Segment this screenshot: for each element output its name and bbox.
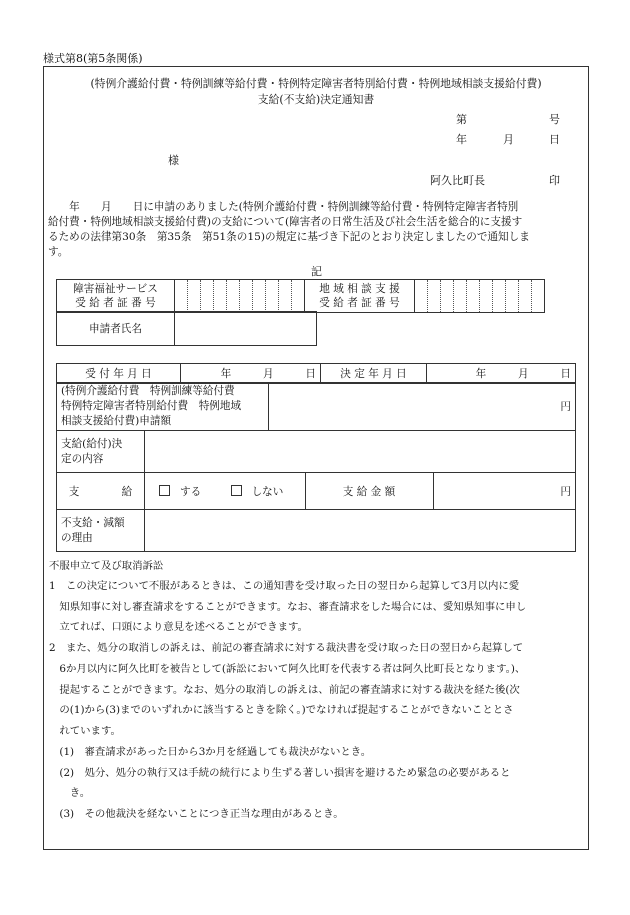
cert-digit-box[interactable] xyxy=(292,280,305,313)
applicant-table xyxy=(56,311,317,346)
cert-number-label xyxy=(57,280,175,313)
cert-digit-box[interactable] xyxy=(266,280,279,313)
consult-digit-box[interactable] xyxy=(519,280,532,313)
payment-amount-unit: 円 xyxy=(560,485,571,498)
date-year: 年 xyxy=(456,133,467,146)
ki-marker: 記 xyxy=(311,265,322,278)
cert-digit-box[interactable] xyxy=(188,280,201,313)
body-line: るための法律第30条 第35条 第51条の15)の規定に基づき下記のとおり決定しましたので通知しま xyxy=(48,231,530,243)
cert-digit-box[interactable] xyxy=(253,280,266,313)
applicant-name-field[interactable] xyxy=(175,312,317,346)
notes-line: (3) その他裁決を経ないことにつき正当な理由があるとき。 xyxy=(49,808,344,820)
payment-amount-field[interactable] xyxy=(433,473,575,509)
cert-digit-box[interactable] xyxy=(214,280,227,313)
notes-line: (2) 処分、処分の執行又は手続の続行により生ずる著しい損害を避けるため緊急の必要があると xyxy=(49,767,511,779)
notes-line: 立てれば、口頭により意見を述べることができます。 xyxy=(49,621,308,633)
cert-label-line: 受 給 者 証 番 号 xyxy=(75,297,156,309)
notes-line: き。 xyxy=(49,787,91,799)
amount-unit: 円 xyxy=(560,401,571,413)
date-month: 月 xyxy=(503,133,514,146)
issuer-name: 阿久比町長 xyxy=(430,174,485,187)
rejection-reason-field[interactable] xyxy=(145,510,576,552)
amount-label-line: 特例特定障害者特別給付費 特例地域 xyxy=(61,400,242,412)
consult-digit-box[interactable] xyxy=(480,280,493,313)
notes-line: れています。 xyxy=(49,725,121,737)
decision-content-label xyxy=(57,431,145,473)
notes-line: 1 この決定について不服があるときは、この通知書を受け取った日の翌日から起算して3月以内に愛 xyxy=(49,580,520,592)
consult-digit-box[interactable] xyxy=(506,280,519,313)
payment-amount-label: 支 給 金 額 xyxy=(305,473,433,509)
amount-label-line: 相談支援給付費)申請額 xyxy=(61,415,172,427)
received-date-field[interactable]: 年 月 日 xyxy=(181,364,321,384)
reason-label-line: の理由 xyxy=(61,531,93,544)
content-table xyxy=(56,430,576,552)
payment-row xyxy=(145,473,576,510)
consult-digit-box[interactable] xyxy=(493,280,506,313)
notes-line: 提起することができます。なお、処分の取消しの訴えは、前記の審査請求に対する裁決を経た後(次 xyxy=(49,684,520,696)
notes-heading: 不服申立て及び取消訴訟 xyxy=(49,560,164,572)
cert-digit-box[interactable] xyxy=(201,280,214,313)
decision-table xyxy=(56,363,576,384)
consult-label-line: 受 給 者 証 番 号 xyxy=(319,297,400,309)
option-yes-label: する xyxy=(180,485,202,498)
payment-options xyxy=(145,473,305,509)
requested-amount-label xyxy=(57,383,269,431)
payment-inner xyxy=(145,473,575,509)
decision-date-field[interactable]: 年 月 日 xyxy=(427,364,576,384)
body-line: す。 xyxy=(48,246,69,258)
content-label-line: 定の内容 xyxy=(61,452,104,465)
number-prefix: 第 xyxy=(456,113,467,126)
consult-digit-box[interactable] xyxy=(467,280,480,313)
option-no-checkbox[interactable] xyxy=(231,485,242,496)
consult-digit-box[interactable] xyxy=(532,280,545,313)
received-date-label: 受 付 年 月 日 xyxy=(57,364,181,384)
requested-amount-field[interactable] xyxy=(269,383,576,431)
amount-label-line: (特例介護給付費 特例訓練等給付費 xyxy=(61,385,235,397)
certificate-table xyxy=(56,279,545,313)
amount-table xyxy=(56,382,576,431)
number-suffix: 号 xyxy=(549,113,560,126)
date-day: 日 xyxy=(549,133,560,146)
consult-digit-box[interactable] xyxy=(454,280,467,313)
option-yes-checkbox[interactable] xyxy=(159,485,170,496)
document-title-line2: 支給(不支給)決定通知書 xyxy=(257,93,375,106)
decision-content-field[interactable] xyxy=(145,431,576,473)
cert-digit-box[interactable] xyxy=(175,280,188,313)
form-label: 様式第8(第5条関係) xyxy=(43,52,143,65)
applicant-name-label: 申請者氏名 xyxy=(57,312,175,346)
rejection-reason-label xyxy=(57,510,145,552)
notes-line: 2 また、処分の取消しの訴えは、前記の審査請求に対する裁決書を受け取った日の翌日から起算して xyxy=(49,642,524,654)
payment-label: 支 給 xyxy=(57,473,145,510)
seal-mark: 印 xyxy=(549,174,560,187)
notes-line: (1) 審査請求があった日から3か月を経過しても裁決がないとき。 xyxy=(49,746,372,758)
reason-label-line: 不支給・減額 xyxy=(61,516,125,529)
consult-digit-box[interactable] xyxy=(428,280,441,313)
cert-digit-box[interactable] xyxy=(279,280,292,313)
body-line: 年 月 日に申請のありました(特例介護給付費・特例訓練等給付費・特例特定障害者特別 xyxy=(48,201,519,213)
notes-line: 6か月以内に阿久比町を被告として(訴訟において阿久比町を代表する者は阿久比町長となります。)、 xyxy=(49,663,526,675)
consult-digit-box[interactable] xyxy=(441,280,454,313)
cert-digit-box[interactable] xyxy=(240,280,253,313)
option-no-label: しない xyxy=(251,485,284,498)
cert-label-line: 障害福祉サービス xyxy=(73,283,158,295)
content-label-line: 支給(給付)決 xyxy=(61,437,123,450)
document-title-line1: (特例介護給付費・特例訓練等給付費・特例特定障害者特別給付費・特例地域相談支援給付費) xyxy=(90,77,542,90)
consult-label-line: 地 域 相 談 支 援 xyxy=(319,283,400,295)
notes-line: 知県知事に対し審査請求をすることができます。なお、審査請求をした場合には、愛知県知事に申し xyxy=(49,601,527,613)
decision-date-label: 決 定 年 月 日 xyxy=(321,364,427,384)
addressee-suffix: 様 xyxy=(168,154,179,167)
notes-line: の(1)から(3)までのいずれかに該当するときを除く。)でなければ提起することができないこととさ xyxy=(49,704,514,716)
body-line: 給付費・特例地域相談支援給付費)の支給について(障害者の日常生活及び社会生活を総合的に支援す xyxy=(48,216,523,228)
consult-digit-box[interactable] xyxy=(415,280,428,313)
cert-digit-box[interactable] xyxy=(227,280,240,313)
consult-number-label xyxy=(305,280,415,313)
